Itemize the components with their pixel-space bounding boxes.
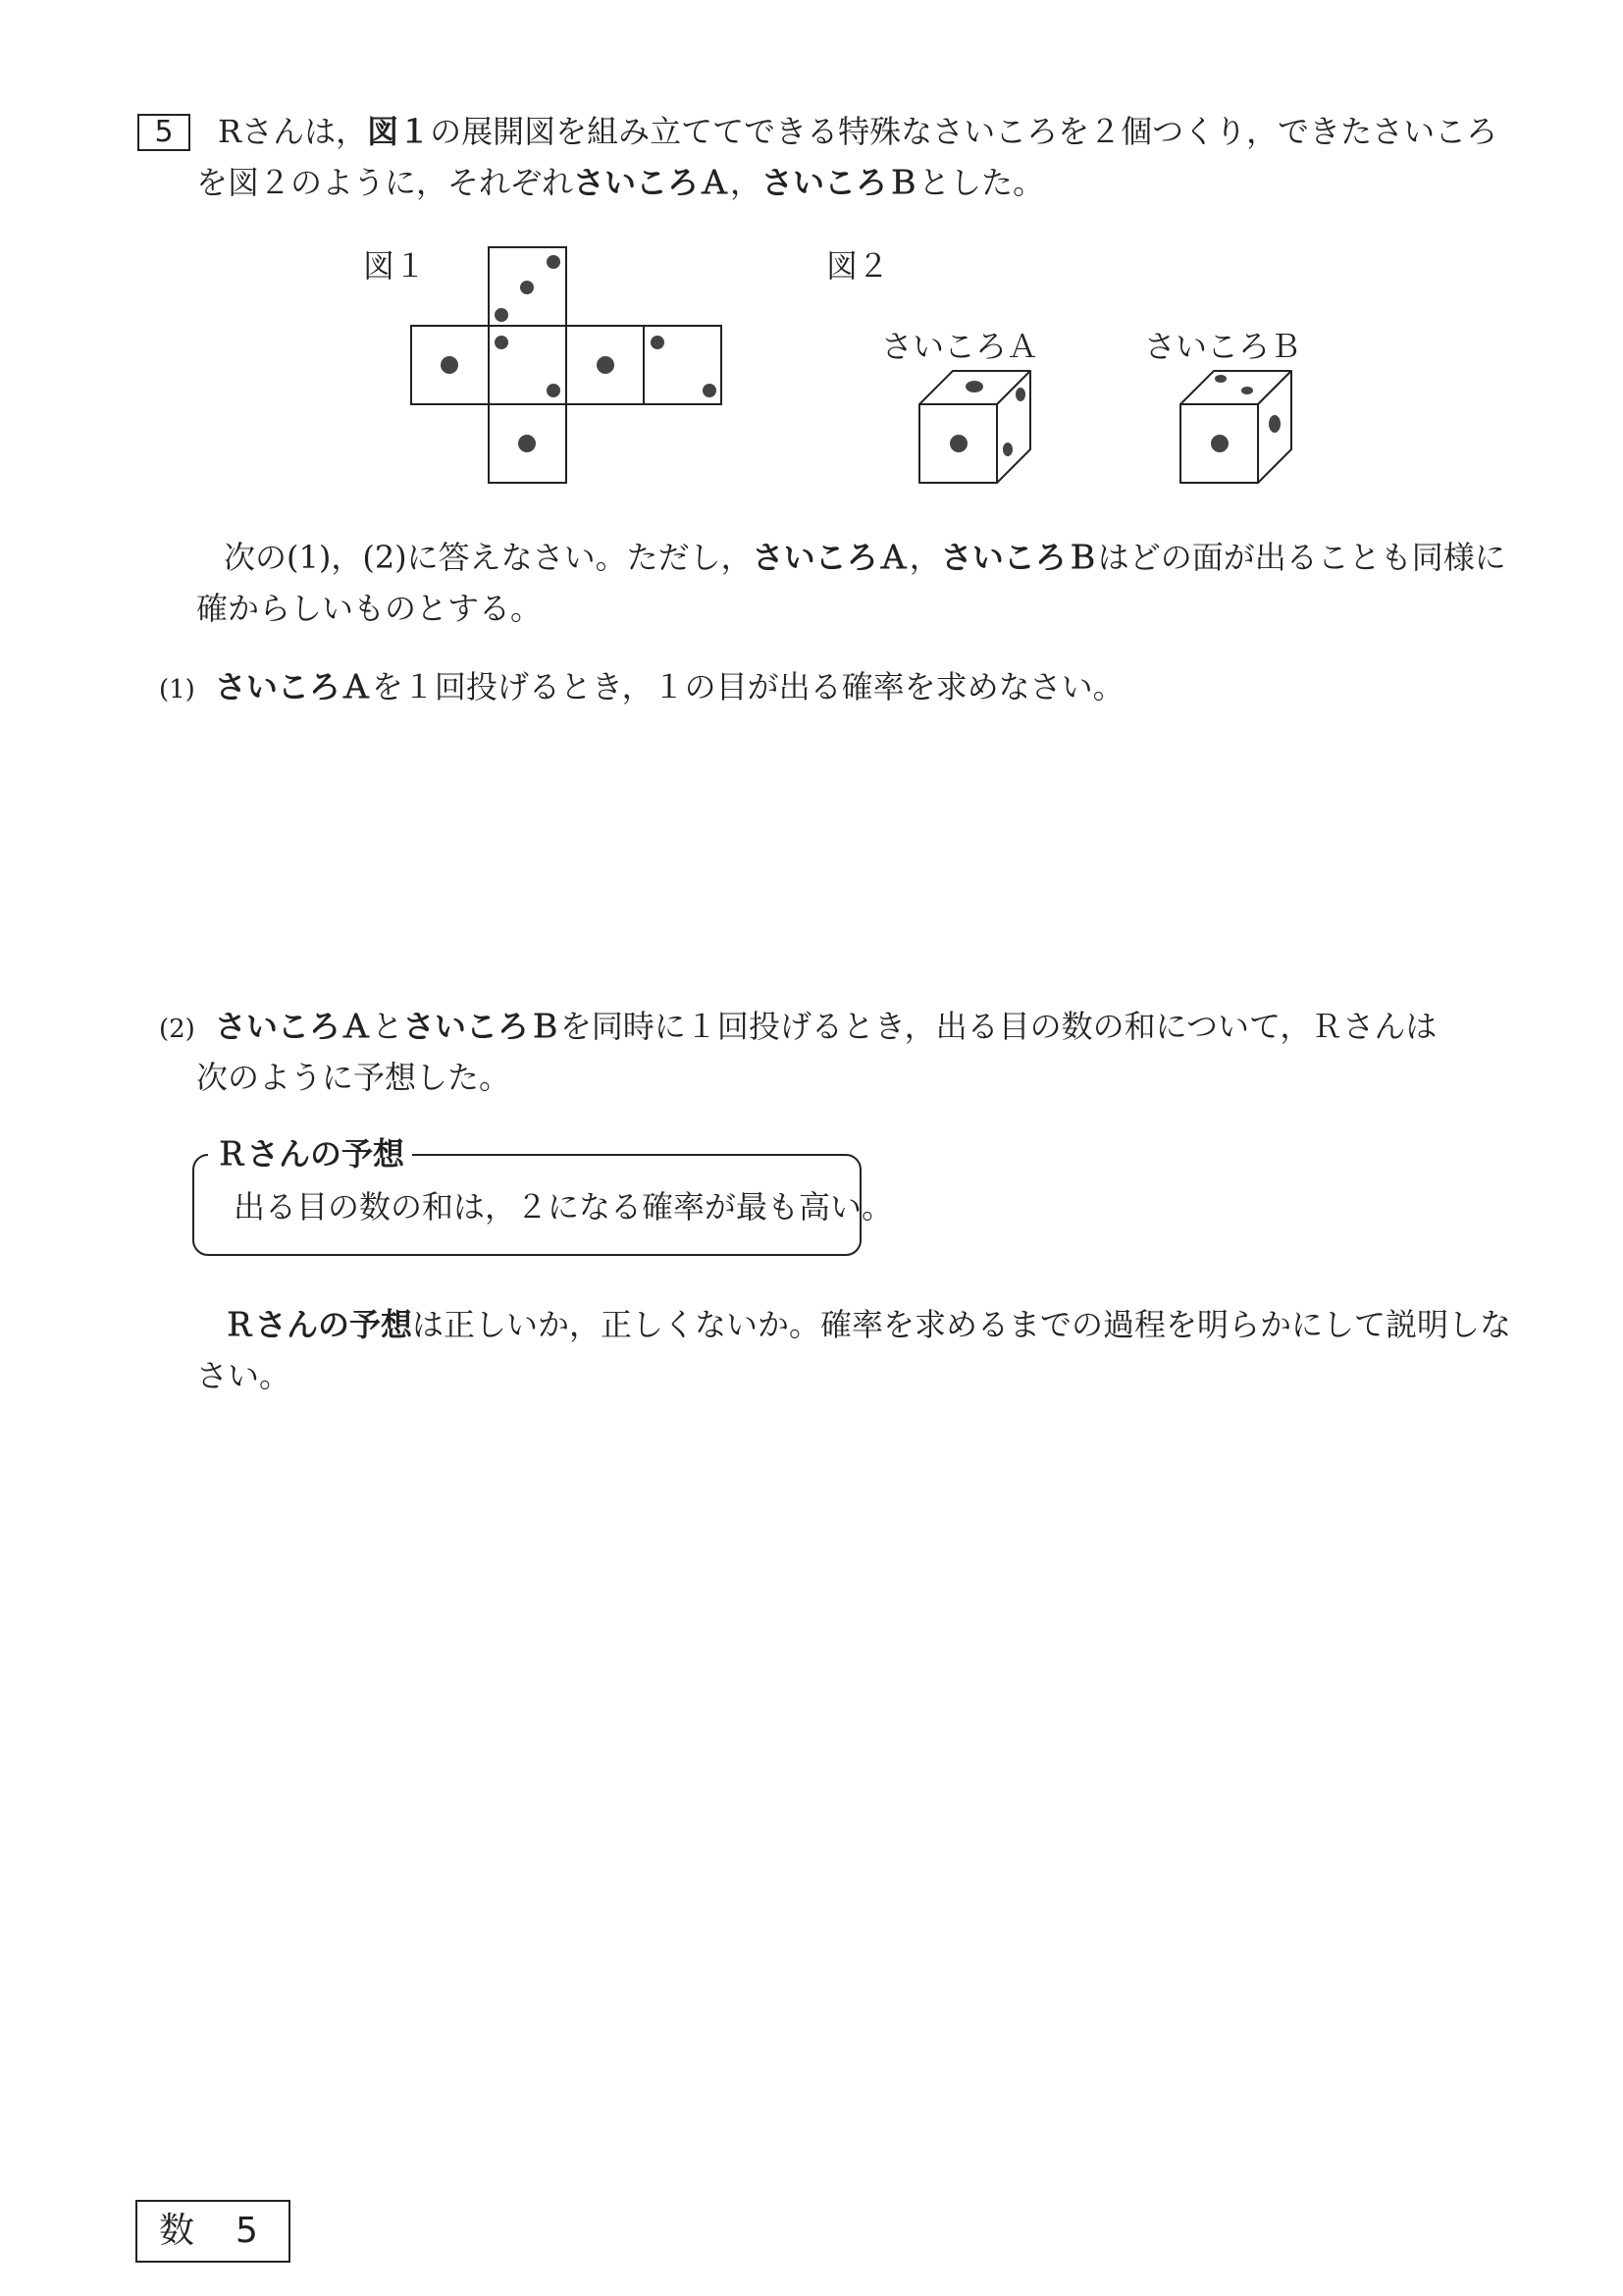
- footer-subject: 数: [159, 2211, 195, 2251]
- pip: [703, 384, 716, 397]
- intro-comma: ，: [730, 164, 762, 201]
- q1-marker: (1): [159, 675, 195, 704]
- page-footer-box: [135, 2200, 290, 2263]
- follow-up-line-1-post: は正しいか，正しくないか。確率を求めるまでの過程を明らかにして説明しな: [412, 1306, 1512, 1343]
- pip: [651, 336, 664, 349]
- q2-line-1-post: を同時に１回投げるとき，出る目の数の和について，Ｒさんは: [559, 1008, 1438, 1045]
- follow-up-line-2: さい。: [196, 1357, 291, 1394]
- question-2-line-1: [159, 1003, 1437, 1053]
- pip: [547, 255, 560, 269]
- pip: [950, 435, 968, 452]
- figure1-label: 図１: [363, 247, 427, 285]
- dice-b-drawing: [1174, 365, 1301, 488]
- intro-line-2-post: とした。: [918, 164, 1045, 201]
- pip: [441, 356, 458, 374]
- follow-up-bold: Ｒさんの予想: [224, 1306, 413, 1343]
- instructions-dice-a: さいころＡ: [752, 539, 910, 576]
- instructions-post: はどの面が出ることも同様に: [1097, 539, 1506, 576]
- pip: [1215, 375, 1227, 383]
- footer-page: 5: [236, 2211, 258, 2251]
- intro-line-1-pre: Rさんは，: [218, 113, 368, 150]
- pip: [966, 381, 983, 392]
- instructions-pre: 次の(1)，(2)に答えなさい。ただし，: [224, 539, 753, 576]
- figure1-net: [402, 243, 736, 489]
- intro-line-2-pre: を図２のように，それぞれ: [196, 164, 574, 201]
- pip: [1211, 435, 1229, 452]
- q2-dice-a: さいころＡ: [214, 1008, 372, 1045]
- pip: [495, 308, 508, 322]
- question-1: [159, 663, 1125, 713]
- intro-dice-a: さいころＡ: [573, 164, 731, 201]
- intro-dice-b: さいころＢ: [761, 164, 919, 201]
- pip: [1269, 415, 1281, 433]
- dice-a-label: さいころＡ: [881, 328, 1039, 365]
- q2-dice-b: さいころＢ: [402, 1008, 560, 1045]
- instructions-comma: ，: [909, 539, 941, 576]
- figure2-label: 図２: [826, 247, 890, 285]
- pip: [1016, 388, 1025, 401]
- intro-line-1-post: の展開図を組み立ててできる特殊なさいころを２個つくり，できたさいころ: [430, 113, 1498, 150]
- intro-line-1: [218, 108, 1497, 155]
- instructions-line-1: [224, 534, 1506, 581]
- pip: [597, 356, 614, 374]
- pip: [547, 384, 560, 397]
- q1-text: を１回投げるとき，１の目が出る確率を求めなさい。: [371, 668, 1125, 705]
- pip: [1241, 387, 1253, 394]
- intro-fig1-ref: 図１: [367, 113, 431, 150]
- instructions-dice-b: さいころＢ: [940, 539, 1098, 576]
- question-2-line-2: 次のように予想した。: [196, 1059, 511, 1096]
- q1-dice: さいころＡ: [214, 668, 372, 705]
- q2-and: と: [371, 1008, 403, 1045]
- pip: [495, 336, 508, 349]
- pip: [1003, 443, 1013, 456]
- prediction-box-title: Ｒさんの予想: [208, 1134, 412, 1174]
- pip: [520, 281, 534, 294]
- dice-a-drawing: [913, 365, 1040, 488]
- dice-b-label: さいころＢ: [1144, 328, 1302, 365]
- instructions-line-2: 確からしいものとする。: [196, 590, 543, 627]
- prediction-box-text: 出る目の数の和は，２になる確率が最も高い。: [234, 1188, 894, 1226]
- follow-up-line-1: [224, 1301, 1511, 1348]
- q2-marker: (2): [159, 1015, 195, 1044]
- intro-line-2: [196, 159, 1044, 206]
- problem-number: 5: [137, 114, 190, 151]
- pip: [518, 435, 536, 452]
